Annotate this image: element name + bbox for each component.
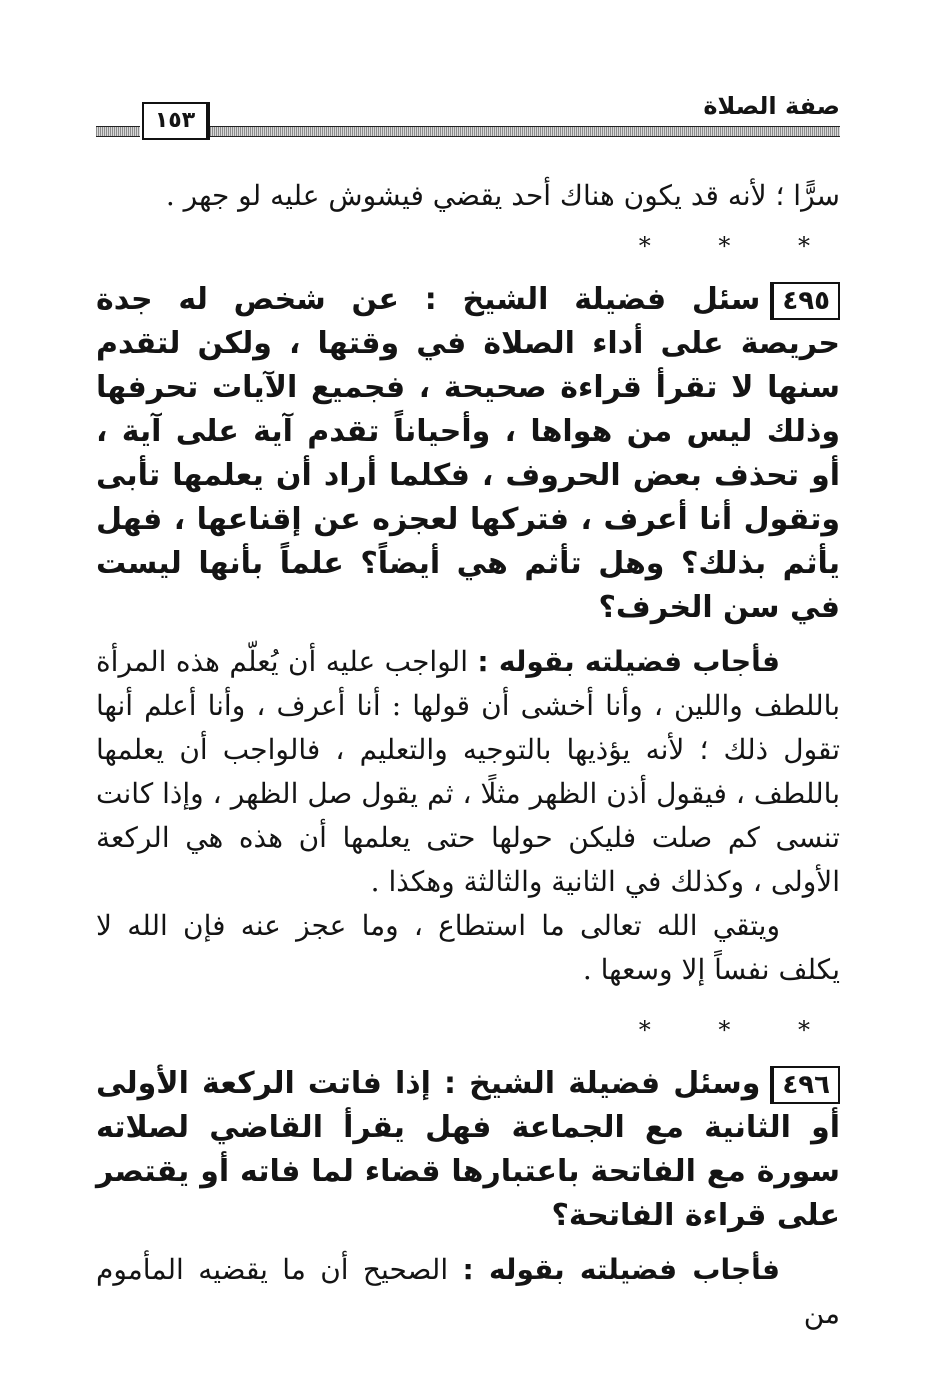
section-separator: * * * bbox=[638, 232, 840, 260]
answer-lead: فأجاب فضيلته بقوله : bbox=[462, 1253, 780, 1286]
question-text: وسئل فضيلة الشيخ : إذا فاتت الركعة الأولى أو الثانية مع الجماعة فهل يقرأ القاضي لصلاته سورة مع الفاتحة باعتبارها قضاء لما فاته أو يقتصر على قراءة الفاتحة؟ bbox=[96, 1066, 840, 1233]
answer-text: الصحيح أن ما يقضيه المأموم من bbox=[96, 1253, 840, 1330]
question-number: ٤٩٦ bbox=[770, 1066, 840, 1104]
question-text: سئل فضيلة الشيخ : عن شخص له جدة حريصة على أداء الصلاة في وقتها ، ولكن لتقدم سنها لا تقرأ قراءة صحيحة ، فجميع الآيات تحرفها وذلك ليس من هواها ، وأحياناً تقدم آية على آية ، أو تحذف بعض الحروف ، فكلما أراد أن يعلمها تأبى وتقول أنا أعرف ، فتركها لعجزه عن إقناعها ، فهل يأثم بذلك؟ وهل تأثم هي أيضاً؟ علماً بأنها ليست في سن الخرف؟ bbox=[96, 282, 840, 625]
question-495 bbox=[96, 278, 840, 630]
page-body bbox=[96, 174, 840, 1336]
running-title: صفة الصلاة bbox=[703, 92, 840, 120]
answer-lead: فأجاب فضيلته بقوله : bbox=[477, 645, 780, 678]
question-number: ٤٩٥ bbox=[770, 282, 840, 320]
page-number: ١٥٣ bbox=[142, 102, 210, 140]
header-rule-left bbox=[96, 126, 140, 137]
answer-paragraph: ويتقي الله تعالى ما استطاع ، وما عجز عنه فإن الله لا يكلف نفساً إلا وسعها . bbox=[96, 909, 840, 986]
answer-paragraph bbox=[96, 1248, 840, 1336]
header-rule bbox=[206, 126, 840, 137]
section-separator: * * * bbox=[638, 1016, 840, 1044]
page-header bbox=[96, 92, 840, 142]
opening-line: سرًّا ؛ لأنه قد يكون هناك أحد يقضي فيشوش عليه لو جهر . bbox=[165, 179, 840, 212]
answer-paragraph bbox=[96, 640, 840, 904]
question-496 bbox=[96, 1062, 840, 1238]
answer-text: الواجب عليه أن يُعلّم هذه المرأة باللطف واللين ، وأنا أخشى أن قولها : أنا أعرف ، وأنا أعلم أنها تقول ذلك ؛ لأنه يؤذيها بالتوجيه والتعليم ، فالواجب أن يعلمها باللطف ، فيقول أذن الظهر مثلًا ، ثم يقول صل الظهر ، وإذا كانت تنسى كم صلت فليكن حولها حتى يعلمها أن هذه هي الركعة الأولى ، وكذلك في الثانية والثالثة وهكذا . bbox=[96, 645, 840, 898]
